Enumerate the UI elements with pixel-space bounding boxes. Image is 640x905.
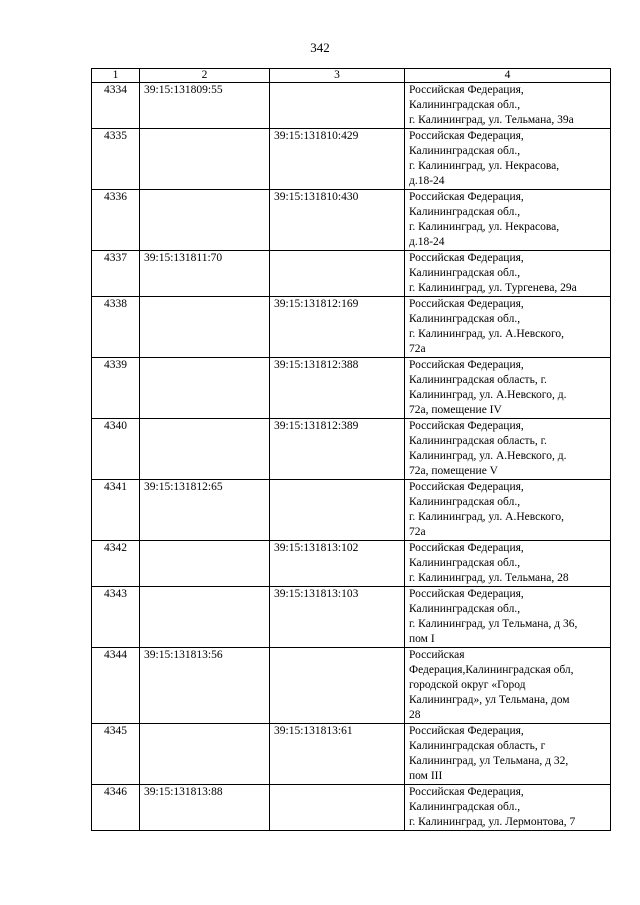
row-number-cell: 4340 xyxy=(92,419,140,480)
row-number-cell: 4341 xyxy=(92,480,140,541)
land-cadastral-cell xyxy=(140,129,270,190)
table-row xyxy=(92,724,611,785)
row-number-cell: 4338 xyxy=(92,297,140,358)
address-cell: Российская Федерация, Калининградская обл., г. Калининград, ул Тельмана, д 36, пом I xyxy=(405,587,611,648)
row-number-cell: 4344 xyxy=(92,648,140,724)
table-row xyxy=(92,190,611,251)
object-cadastral-cell: 39:15:131812:388 xyxy=(270,358,405,419)
row-number-cell: 4345 xyxy=(92,724,140,785)
land-cadastral-cell: 39:15:131813:88 xyxy=(140,785,270,831)
land-cadastral-cell xyxy=(140,297,270,358)
address-cell: Российская Федерация, Калининградская область, г Калининград, ул Тельмана, д 32, пом III xyxy=(405,724,611,785)
land-cadastral-cell xyxy=(140,190,270,251)
table-row xyxy=(92,297,611,358)
object-cadastral-cell: 39:15:131810:430 xyxy=(270,190,405,251)
table-row xyxy=(92,83,611,129)
row-number-cell: 4335 xyxy=(92,129,140,190)
row-number-cell: 4339 xyxy=(92,358,140,419)
address-cell: Российская Федерация, Калининградская обл., г. Калининград, ул. Лермонтова, 7 xyxy=(405,785,611,831)
table-row xyxy=(92,541,611,587)
column-header-3: 3 xyxy=(270,69,405,83)
register-table xyxy=(91,68,611,831)
address-cell: Российская Федерация, Калининградская обл., г. Калининград, ул. А.Невского, 72а xyxy=(405,480,611,541)
row-number-cell: 4342 xyxy=(92,541,140,587)
land-cadastral-cell: 39:15:131812:65 xyxy=(140,480,270,541)
header-row xyxy=(92,69,611,83)
row-number-cell: 4346 xyxy=(92,785,140,831)
land-cadastral-cell: 39:15:131811:70 xyxy=(140,251,270,297)
table-row xyxy=(92,129,611,190)
row-number-cell: 4334 xyxy=(92,83,140,129)
column-header-4: 4 xyxy=(405,69,611,83)
land-cadastral-cell xyxy=(140,541,270,587)
object-cadastral-cell xyxy=(270,251,405,297)
row-number-cell: 4337 xyxy=(92,251,140,297)
object-cadastral-cell: 39:15:131812:389 xyxy=(270,419,405,480)
table-row xyxy=(92,785,611,831)
address-cell: Российская Федерация,Калининградская обл, городской округ «Город Калининград», ул Тельмана, дом 28 xyxy=(405,648,611,724)
land-cadastral-cell xyxy=(140,419,270,480)
row-number-cell: 4336 xyxy=(92,190,140,251)
column-header-1: 1 xyxy=(92,69,140,83)
table-row xyxy=(92,419,611,480)
land-cadastral-cell xyxy=(140,587,270,648)
land-cadastral-cell: 39:15:131813:56 xyxy=(140,648,270,724)
table-row xyxy=(92,648,611,724)
table-row xyxy=(92,480,611,541)
table-row xyxy=(92,251,611,297)
land-cadastral-cell xyxy=(140,724,270,785)
object-cadastral-cell: 39:15:131812:169 xyxy=(270,297,405,358)
address-cell: Российская Федерация, Калининградская обл., г. Калининград, ул. А.Невского, 72а xyxy=(405,297,611,358)
land-cadastral-cell xyxy=(140,358,270,419)
address-cell: Российская Федерация, Калининградская обл., г. Калининград, ул. Тельмана, 28 xyxy=(405,541,611,587)
object-cadastral-cell: 39:15:131813:102 xyxy=(270,541,405,587)
object-cadastral-cell xyxy=(270,648,405,724)
object-cadastral-cell: 39:15:131813:61 xyxy=(270,724,405,785)
address-cell: Российская Федерация, Калининградская обл., г. Калининград, ул. Некрасова, д.18-24 xyxy=(405,190,611,251)
address-cell: Российская Федерация, Калининградская обл., г. Калининград, ул. Некрасова, д.18-24 xyxy=(405,129,611,190)
address-cell: Российская Федерация, Калининградская область, г. Калининград, ул. А.Невского, д. 72а, помещение IV xyxy=(405,358,611,419)
address-cell: Российская Федерация, Калининградская обл., г. Калининград, ул. Тургенева, 29а xyxy=(405,251,611,297)
table-row xyxy=(92,587,611,648)
object-cadastral-cell xyxy=(270,785,405,831)
column-header-2: 2 xyxy=(140,69,270,83)
address-cell: Российская Федерация, Калининградская область, г. Калининград, ул. А.Невского, д. 72а, помещение V xyxy=(405,419,611,480)
object-cadastral-cell xyxy=(270,83,405,129)
object-cadastral-cell: 39:15:131810:429 xyxy=(270,129,405,190)
object-cadastral-cell: 39:15:131813:103 xyxy=(270,587,405,648)
address-cell: Российская Федерация, Калининградская обл., г. Калининград, ул. Тельмана, 39а xyxy=(405,83,611,129)
row-number-cell: 4343 xyxy=(92,587,140,648)
table-row xyxy=(92,358,611,419)
page-number: 342 xyxy=(310,40,330,55)
land-cadastral-cell: 39:15:131809:55 xyxy=(140,83,270,129)
object-cadastral-cell xyxy=(270,480,405,541)
